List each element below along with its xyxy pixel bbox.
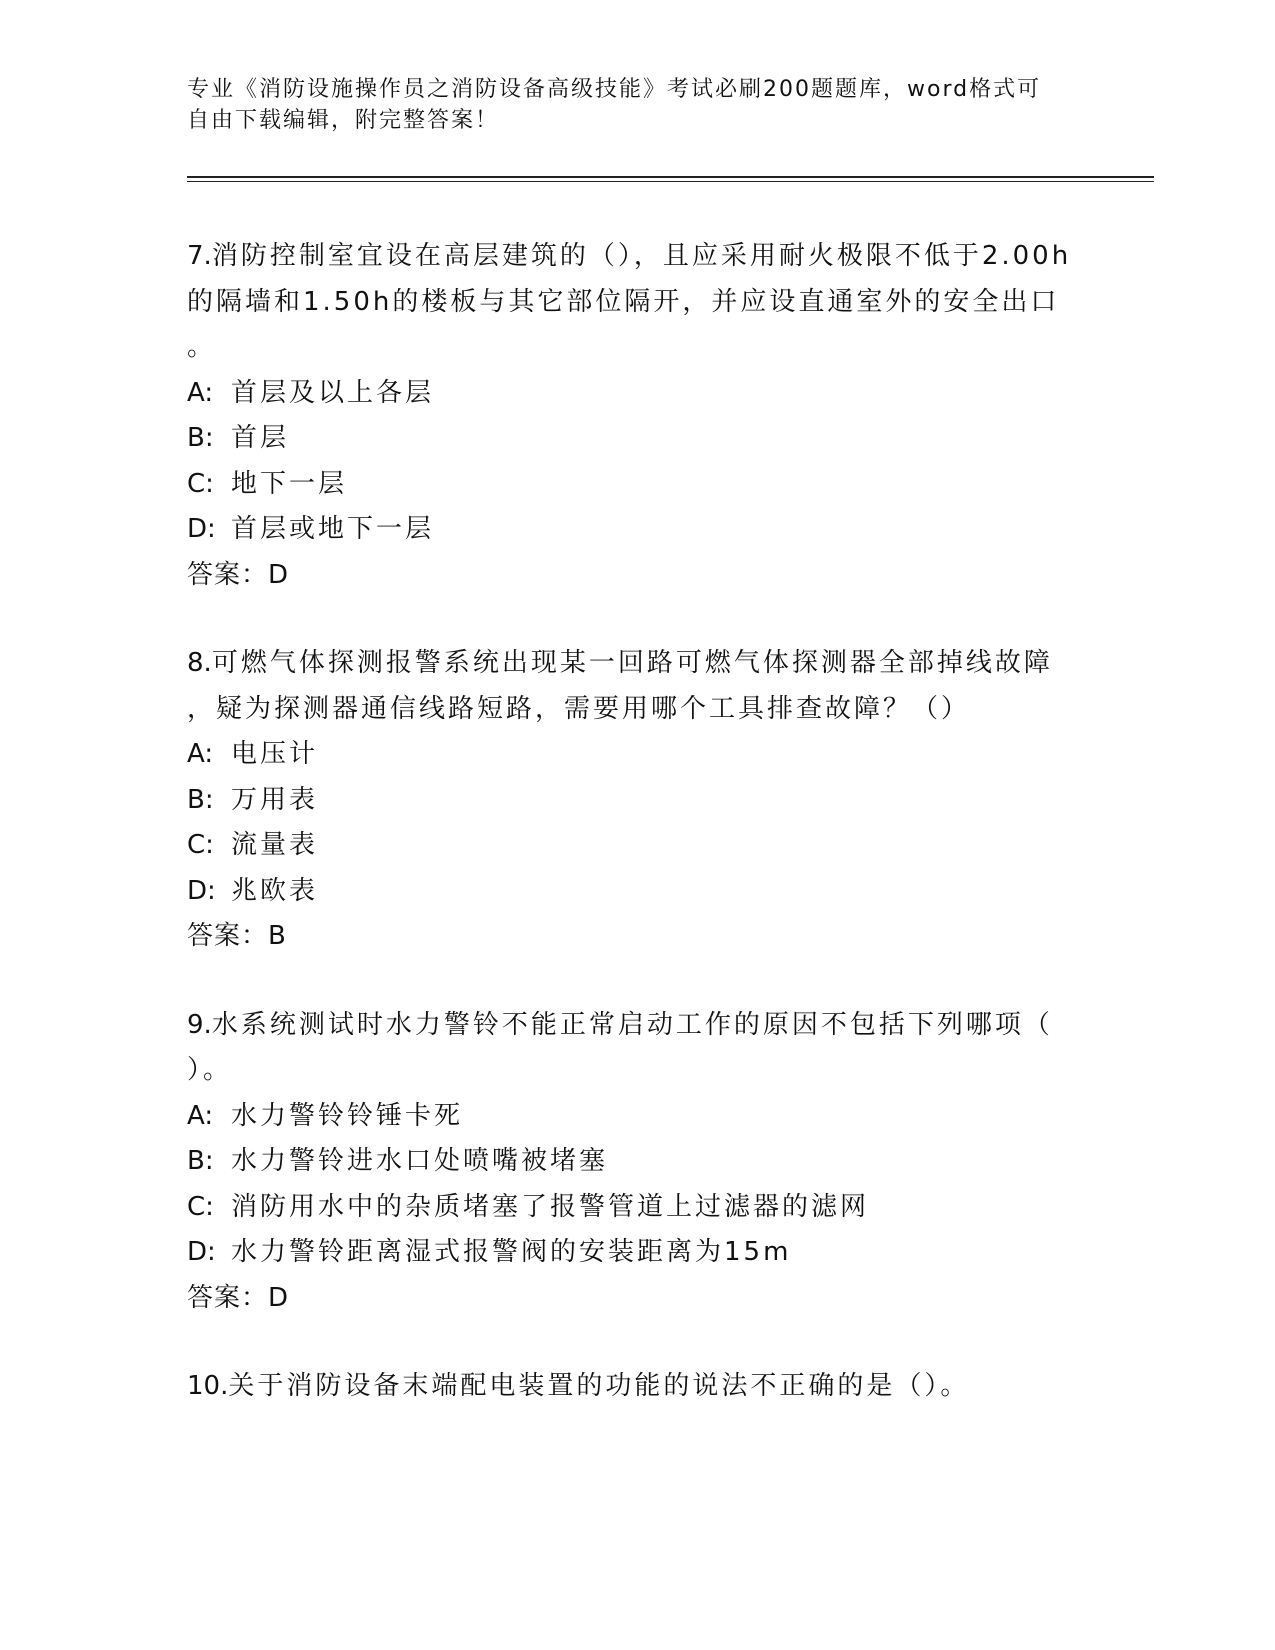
option-text: 首层或地下一层 — [231, 514, 435, 544]
option-key: D: — [187, 1237, 216, 1267]
option-key: D: — [187, 875, 216, 906]
header-divider-thin — [187, 181, 1154, 182]
question-8 — [187, 641, 1087, 960]
option-c — [187, 462, 1087, 508]
option-b — [187, 778, 1087, 824]
question-line: 。 — [187, 332, 217, 362]
question-text — [187, 1364, 1087, 1410]
option-d — [187, 1230, 1087, 1276]
header-line-2: 自由下载编辑，附完整答案！ — [187, 108, 500, 133]
option-key: D: — [187, 514, 216, 544]
option-key: C: — [187, 468, 214, 499]
option-key: B: — [187, 784, 214, 815]
question-7 — [187, 234, 1087, 598]
option-b — [187, 1139, 1087, 1185]
question-9 — [187, 1003, 1087, 1322]
question-number: 7. — [187, 241, 212, 271]
option-c — [187, 1185, 1087, 1231]
option-key: A: — [187, 1100, 214, 1131]
question-number: 8. — [187, 648, 212, 678]
question-list — [187, 234, 1087, 1453]
option-key: B: — [187, 1146, 214, 1176]
answer: 答案：D — [187, 559, 290, 590]
option-key: C: — [187, 1191, 214, 1222]
option-text: 消防用水中的杂质堵塞了报警管道上过滤器的滤网 — [231, 1191, 870, 1222]
question-text — [187, 234, 1087, 280]
option-text: 流量表 — [231, 830, 319, 860]
answer: 答案：D — [187, 1282, 290, 1313]
option-a — [187, 1094, 1087, 1140]
question-line: 水系统测试时水力警铃不能正常启动工作的原因不包括下列哪项（ — [211, 1009, 1053, 1040]
question-line: ）。 — [187, 1055, 233, 1085]
option-text: 地下一层 — [231, 468, 348, 499]
option-text: 首层 — [231, 423, 290, 453]
option-key: C: — [187, 830, 214, 860]
question-line: ，疑为探测器通信线路短路，需要用哪个工具排查故障？（） — [187, 693, 971, 724]
option-a — [187, 371, 1087, 417]
header-divider-thick — [187, 176, 1154, 178]
option-text: 水力警铃距离湿式报警阀的安装距离为15m — [231, 1237, 792, 1267]
option-text: 兆欧表 — [231, 875, 319, 906]
option-b — [187, 416, 1087, 462]
option-c — [187, 823, 1087, 869]
question-line: 的隔墙和1.50h的楼板与其它部位隔开，并应设直通室外的安全出口 — [187, 286, 1060, 317]
option-key: A: — [187, 377, 214, 408]
option-key: A: — [187, 739, 214, 769]
option-text: 首层及以上各层 — [231, 377, 435, 408]
document-header — [187, 74, 1087, 136]
question-text — [187, 641, 1087, 687]
question-line: 消防控制室宜设在高层建筑的（），且应采用耐火极限不低于2.00h — [211, 241, 1072, 271]
answer: 答案：B — [187, 921, 287, 951]
question-line: 可燃气体探测报警系统出现某一回路可燃气体探测器全部掉线故障 — [211, 648, 1053, 678]
option-key: B: — [187, 423, 214, 453]
option-text: 水力警铃进水口处喷嘴被堵塞 — [231, 1146, 609, 1176]
option-text: 水力警铃铃锤卡死 — [231, 1100, 464, 1131]
question-number: 10. — [187, 1371, 229, 1401]
option-a — [187, 732, 1087, 778]
option-d — [187, 869, 1087, 915]
option-text: 电压计 — [231, 739, 319, 769]
question-text — [187, 1003, 1087, 1049]
option-d — [187, 507, 1087, 553]
option-text: 万用表 — [231, 784, 319, 815]
question-number: 9. — [187, 1009, 212, 1040]
question-line: 关于消防设备末端配电装置的功能的说法不正确的是（）。 — [228, 1371, 970, 1401]
question-10 — [187, 1364, 1087, 1410]
header-line-1: 专业《消防设施操作员之消防设备高级技能》考试必刷200题题库，word格式可 — [187, 77, 1042, 102]
